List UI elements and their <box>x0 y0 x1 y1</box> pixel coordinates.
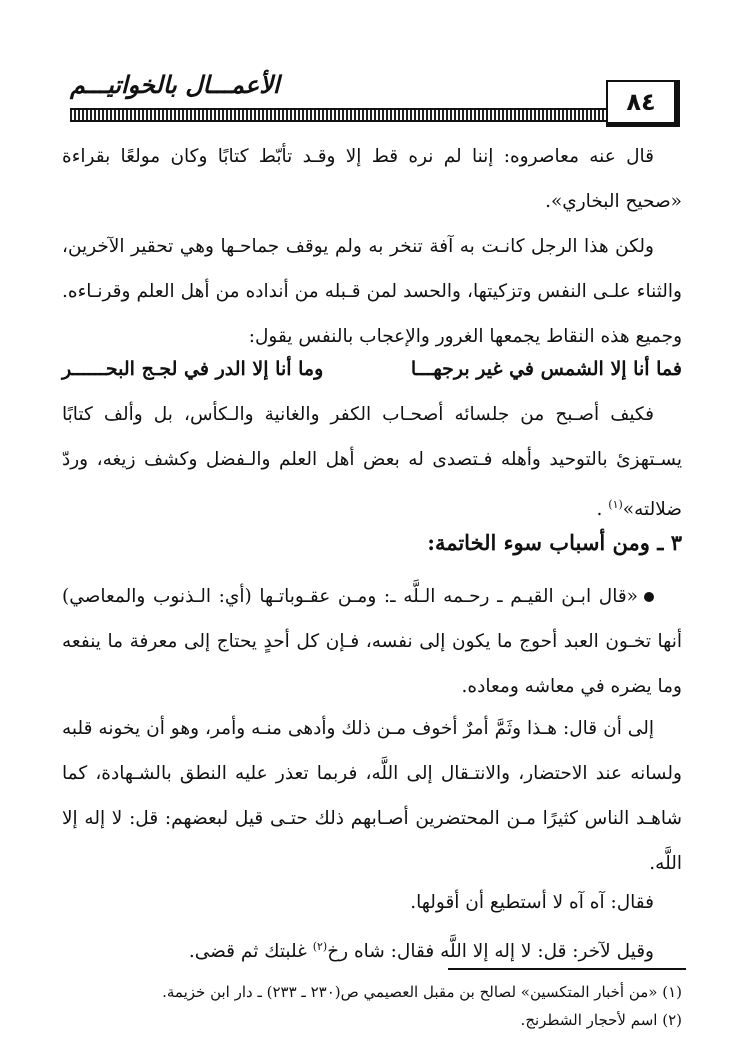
footnote-ref-1: (١) <box>608 498 623 511</box>
paragraph-3 <box>62 392 682 532</box>
paragraph-7-end: غلبتك ثم قضى. <box>188 941 313 963</box>
page-number: ٨٤ <box>606 80 680 127</box>
paragraph-7 <box>62 924 682 974</box>
verse-second-hemistich: وما أنا إلا الدر في لجـج البحــــــر <box>62 358 324 380</box>
bullet-icon <box>644 592 654 602</box>
paragraph-4 <box>62 574 682 709</box>
footnotes <box>62 978 682 1034</box>
section-heading: ٣ ـ ومن أسباب سوء الخاتمة: <box>427 530 682 555</box>
paragraph-5: إلى أن قال: هـذا وثَمَّ أمرٌ أخوف مـن ذلك وأدهى منـه وأمر، وهو أن يخونه قلبه ولسانه عند الاحتضار، والانتـقال إلى اللَّه، فربما تعذر عليه النطق بالشـهادة، كما شاهـد الناس كثيرًا مـن المحتضرين أصـابهم ذلك حتـى قيل لبعضهم: قل: لا إله إلا اللَّه. <box>62 718 682 874</box>
paragraph-3-end: . <box>596 499 609 521</box>
footnote-ref-2: (٢) <box>312 940 328 953</box>
verse-first-hemistich: فما أنا إلا الشمس في غير برجهـــا <box>410 358 682 380</box>
paragraph-3-text: فكيف أصـبح من جلسائه أصحـاب الكفر والغانية والـكأس، بل وألف كتابًا يسـتهزئ بالتوحيد وأهله فـتصدى له بعض أهل العلم والـفضل وكشف زيغه، وردّ ضلالته» <box>62 404 682 521</box>
header-rule <box>70 108 608 122</box>
footnote-divider <box>448 968 686 970</box>
page-header <box>60 62 680 122</box>
paragraph-4-text: «قال ابـن القيـم ـ رحـمه الـلَّه ـ: ومـن عقـوباتـها (أي: الـذنوب والمعاصي) أنها تخـون العبد أحوج ما يكون إلى نفسه، فـإن كل أحدٍ يحتاج إلى معرفة ما ينفعه وما يضره في معاشه ومعاده. <box>62 586 682 697</box>
paragraph-1: قال عنه معاصروه: إننا لم نره قط إلا وقـد تأبّط كتابًا وكان مولعًا بقراءة «صحيح البخاري». <box>62 146 682 212</box>
running-title: الأعمـــال بالخواتيـــم <box>70 70 280 99</box>
paragraph-2: ولكن هذا الرجل كانـت به آفة تنخر به ولم يوقف جماحـها وهي تحقير الآخرين، والثناء علـى النفس وتزكيتها، والحسد لمن قـبله من أنداده من أهل العلم وقرنـاءه. وجميع هذه النقاط يجمعها الغرور والإعجاب بالنفس يقول: <box>62 236 682 347</box>
paragraph-7-text: وقيل لآخر: قل: لا إله إلا اللَّه فقال: شاه رخ <box>327 941 654 963</box>
paragraph-6: فقال: آه آه لا أستطيع أن أقولها. <box>410 892 654 913</box>
footnote-2: (٢) اسم لأحجار الشطرنج. <box>520 1011 682 1029</box>
poetry-verse <box>62 354 682 384</box>
footnote-1: (١) «من أخبار المتكسين» لصالح بن مقبل العصيمي ص(٢٣٠ ـ ٢٣٣) ـ دار ابن خزيمة. <box>162 983 682 1001</box>
